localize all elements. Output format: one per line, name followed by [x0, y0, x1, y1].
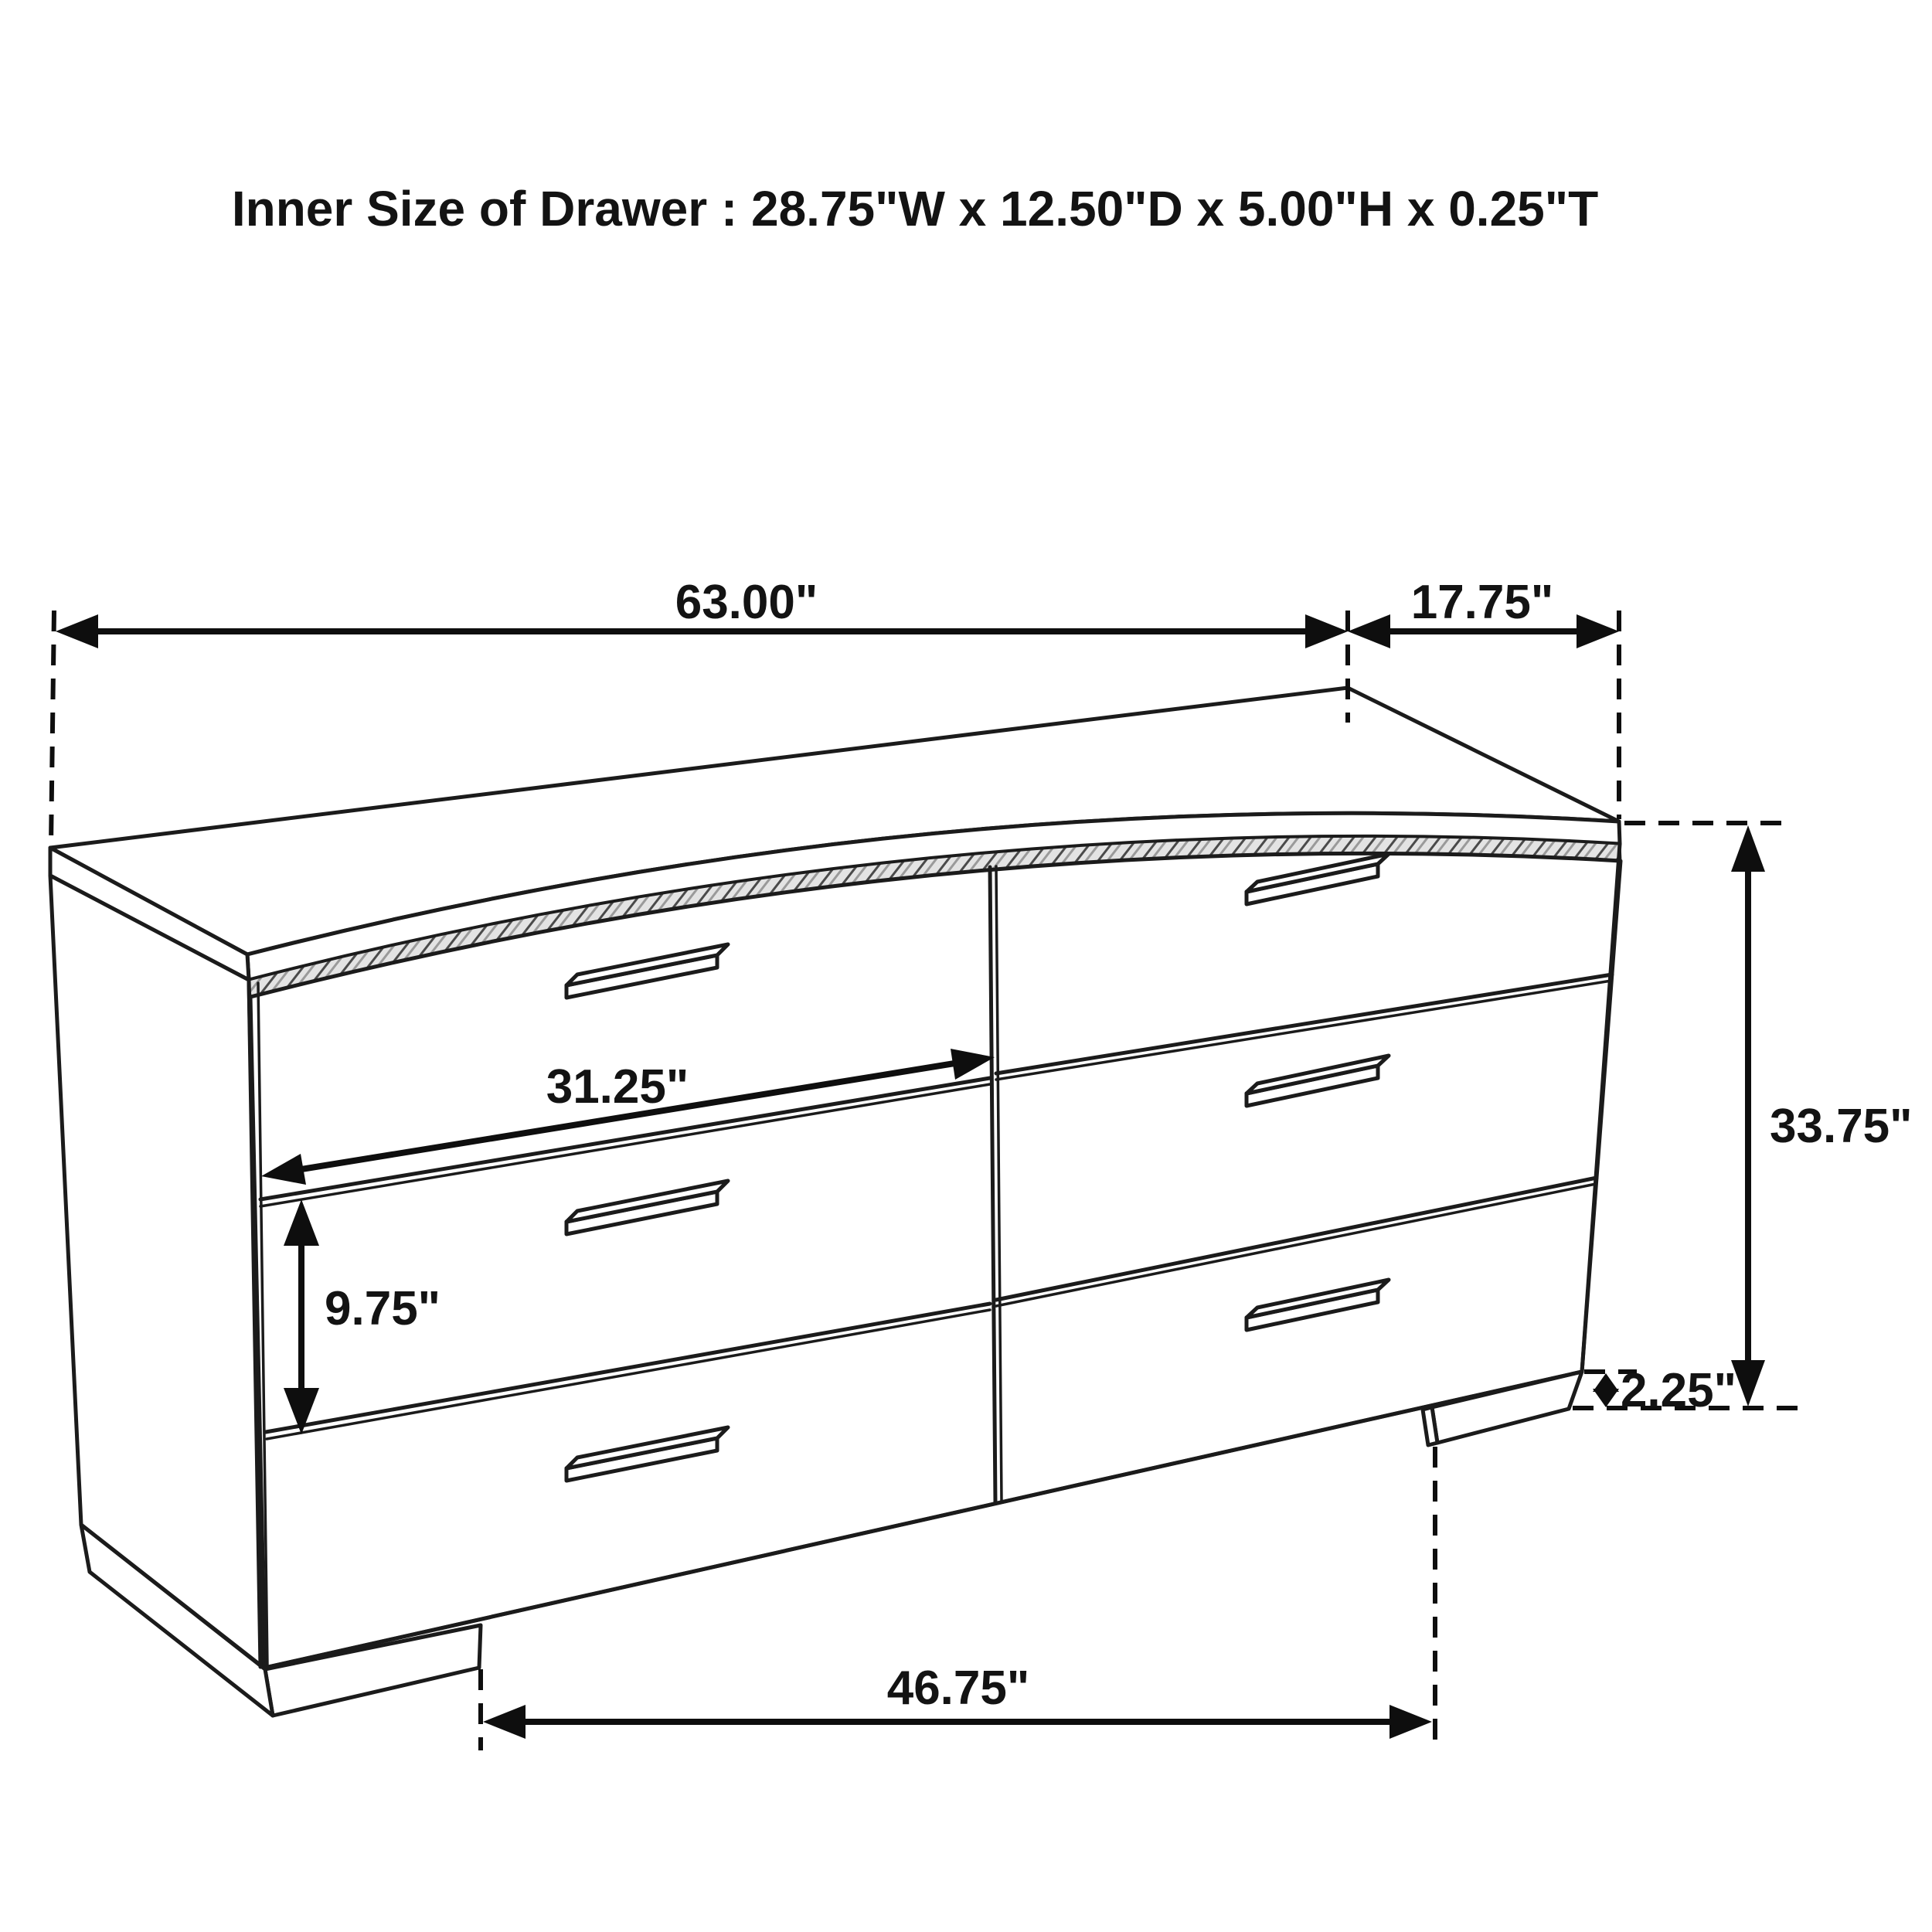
arrow-right-icon [1305, 614, 1348, 648]
drawer-width-label: 31.25" [546, 1060, 689, 1114]
overall-width-label: 63.00" [675, 576, 818, 629]
base-height-label: 2.25" [1620, 1364, 1737, 1417]
top-depth-label: 17.75" [1410, 576, 1554, 629]
overall-height-label: 33.75" [1770, 1100, 1913, 1153]
arrow-up-icon [1731, 825, 1765, 872]
base-width-label: 46.75" [886, 1662, 1030, 1715]
page-title: Inner Size of Drawer : 28.75"W x 12.50"D x 5.00"H x 0.25"T [231, 181, 1599, 236]
arrow-right-icon [1389, 1705, 1432, 1739]
cabinet-front [250, 853, 1621, 1668]
left-side-panel [50, 876, 263, 1667]
dresser-outline [50, 688, 1621, 1716]
arrow-left-icon [56, 614, 98, 648]
dimension-overall-height [1573, 823, 1913, 1408]
arrow-left-icon [1348, 614, 1390, 648]
arrow-right-icon [1577, 614, 1619, 648]
arrow-left-icon [483, 1705, 526, 1739]
drawer-height-label: 9.75" [325, 1282, 441, 1335]
